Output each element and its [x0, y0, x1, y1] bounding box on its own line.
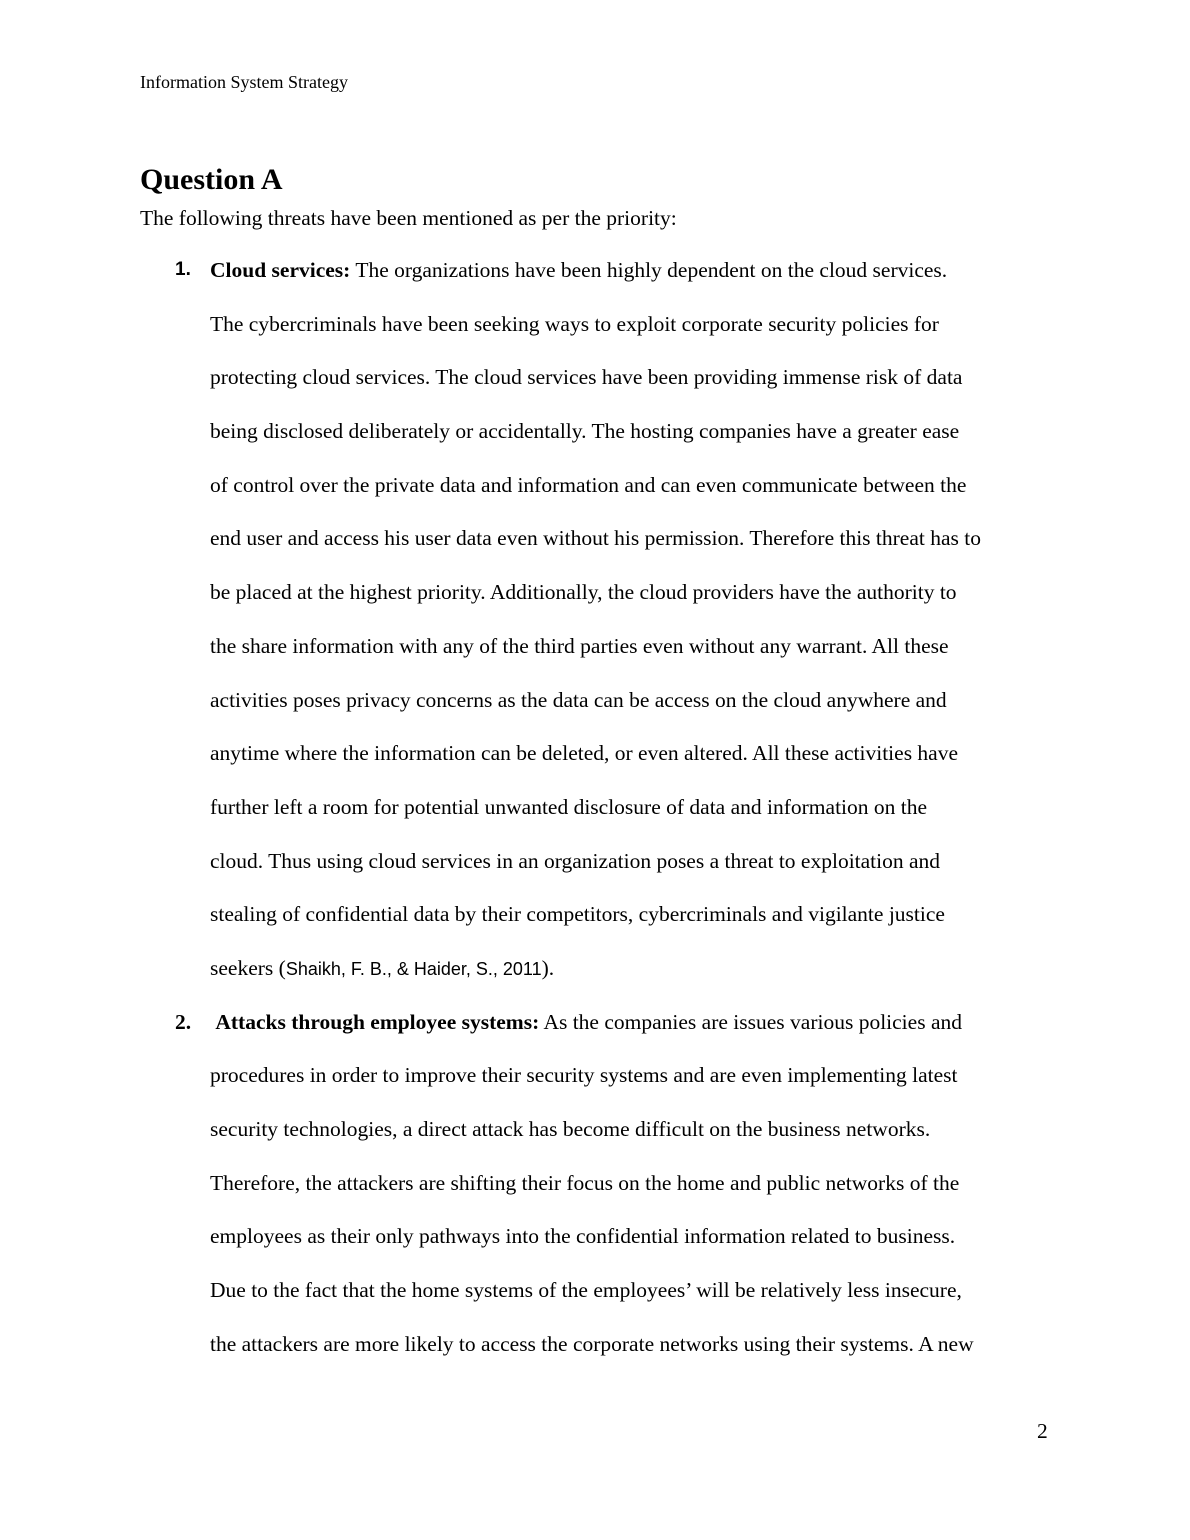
text-line: of control over the private data and information and can even communicate between the: [210, 472, 967, 497]
text-line: [210, 1007, 1190, 1061]
text-line: procedures in order to improve their security systems and are even implementing latest: [210, 1063, 958, 1088]
text-line: The cybercriminals have been seeking ways to exploit corporate security policies for: [210, 311, 939, 336]
text-line: security technologies, a direct attack has become difficult on the business networks.: [210, 1117, 931, 1141]
text-line: be placed at the highest priority. Additionally, the cloud providers have the authority to: [210, 580, 957, 605]
list-number: 1.: [175, 259, 191, 280]
threat-item-employee-systems: [0, 1007, 1190, 1383]
text-line: the share information with any of the third parties even without any warrant. All these: [210, 633, 949, 658]
threat-term: Cloud services:: [210, 258, 351, 282]
text-line: employees as their only pathways into the confidential information related to business.: [210, 1224, 956, 1249]
citation: Shaikh, F. B., & Haider, S., 2011: [285, 958, 542, 979]
text-line: cloud. Thus using cloud services in an organization poses a threat to exploitation and: [210, 848, 941, 873]
threat-term: Attacks through employee systems:: [215, 1009, 540, 1034]
text-line: protecting cloud services. The cloud services have been providing immense risk of data: [210, 365, 963, 390]
text-line: [210, 255, 1190, 309]
text-line: Therefore, the attackers are shifting their focus on the home and public networks of the: [210, 1170, 960, 1195]
text-line: activities poses privacy concerns as the data can be access on the cloud anywhere and: [210, 687, 947, 712]
text-line: Due to the fact that the home systems of the employees’ will be relatively less insecure,: [210, 1278, 962, 1303]
text-line: anytime where the information can be deleted, or even altered. All these activities have: [210, 741, 959, 766]
text-line: stealing of confidential data by their competitors, cybercriminals and vigilante justice: [210, 902, 945, 927]
text-line: the attackers are more likely to access the corporate networks using their systems. A new: [210, 1331, 974, 1356]
line-text: ).: [541, 955, 555, 980]
threat-list: [0, 255, 1190, 1382]
text-line: end user and access his user data even without his permission. Therefore this threat has to: [210, 526, 981, 551]
text-line: [210, 953, 1190, 1007]
page-title: Question A: [140, 163, 283, 196]
intro-paragraph: The following threats have been mentioned as per the priority:: [140, 206, 677, 230]
running-header: Information System Strategy: [140, 72, 348, 92]
line-text: As the companies are issues various policies and: [539, 1009, 962, 1034]
threat-item-cloud-services: [0, 255, 1190, 1007]
list-number: 2.: [175, 1009, 192, 1034]
line-text: The organizations have been highly dependent on the cloud services.: [350, 258, 948, 282]
page-number: 2: [1037, 1419, 1048, 1443]
text-line: further left a room for potential unwanted disclosure of data and information on the: [210, 794, 928, 819]
text-line: being disclosed deliberately or accidentally. The hosting companies have a greater ease: [210, 419, 960, 444]
line-text: seekers (: [210, 955, 286, 980]
